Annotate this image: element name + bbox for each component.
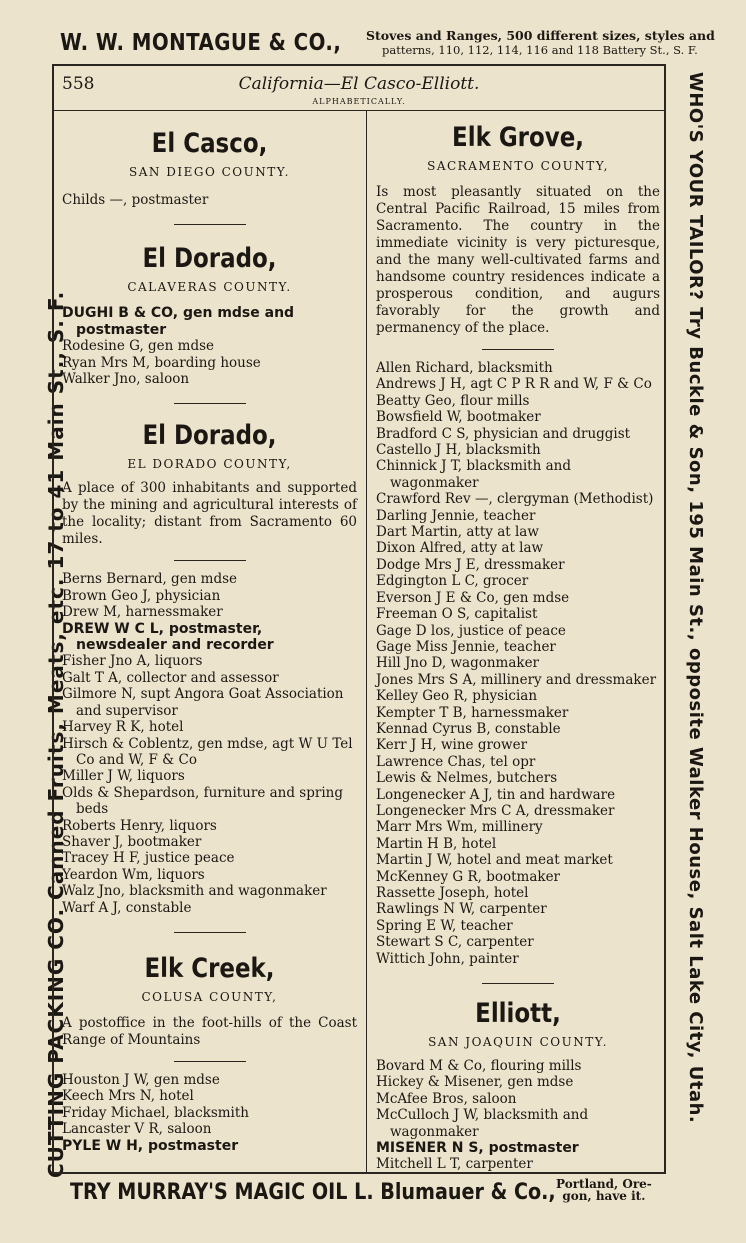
listing-entry: Jones Mrs S A, millinery and dressmaker bbox=[376, 671, 657, 688]
listing-entry: DUGHI B & CO, gen mdse and postmaster bbox=[62, 305, 295, 338]
listing-entry: Longenecker A J, tin and hardware bbox=[376, 786, 616, 803]
listing-entry: Darling Jennie, teacher bbox=[376, 507, 536, 524]
header-rule bbox=[54, 110, 664, 111]
business-listing bbox=[62, 305, 357, 387]
place-name: Elk Creek, bbox=[144, 952, 275, 984]
county-name: EL DORADO COUNTY, bbox=[127, 457, 292, 472]
section-separator bbox=[482, 349, 554, 350]
listing-entry: McAfee Bros, saloon bbox=[376, 1090, 517, 1107]
listing-entry: Yeardon Wm, liquors bbox=[62, 866, 205, 883]
listing-entry: Marr Mrs Wm, millinery bbox=[376, 819, 543, 836]
listing-entry: Drew M, harnessmaker bbox=[62, 604, 223, 621]
section-separator bbox=[174, 1061, 246, 1062]
place-description: A place of 300 inhabitants and supported by the mining and agricultural interests of the locality; distant from Sacramento 60 miles. bbox=[62, 480, 357, 548]
listing-entry: Fisher Jno A, liquors bbox=[62, 653, 203, 670]
county-name: SACRAMENTO COUNTY, bbox=[427, 159, 609, 173]
page-title: California—El Casco-Elliott. bbox=[238, 74, 480, 94]
listing-entry: Rawlings N W, carpenter bbox=[376, 901, 547, 918]
directory-section bbox=[376, 122, 660, 984]
listing-entry: Hirsch & Coblentz, gen mdse, agt W U Tel Co and W, F & Co bbox=[62, 735, 353, 768]
listing-entry: Kerr J H, wine grower bbox=[376, 737, 528, 754]
bottom-advertisement-banner bbox=[60, 1172, 680, 1216]
listing-entry: Mitchell L T, carpenter bbox=[376, 1156, 533, 1173]
listing-entry: Houston J W, gen mdse bbox=[62, 1071, 220, 1088]
listing-entry: McCulloch J W, blacksmith and wagonmaker bbox=[376, 1107, 589, 1140]
listing-entry: Martin J W, hotel and meat market bbox=[376, 852, 613, 869]
county-name: CALAVERAS COUNTY. bbox=[127, 280, 292, 295]
listing-entry: Friday Michael, blacksmith bbox=[62, 1104, 249, 1121]
listing-entry: Berns Bernard, gen mdse bbox=[62, 571, 238, 588]
listing-entry: Spring E W, teacher bbox=[376, 917, 513, 934]
listing-entry: Harvey R K, hotel bbox=[62, 719, 184, 736]
business-listing bbox=[376, 360, 660, 967]
listing-entry: Tracey H F, justice peace bbox=[62, 850, 235, 867]
top-advertisement-banner bbox=[48, 24, 715, 64]
directory-section bbox=[62, 420, 357, 933]
county-name: SAN JOAQUIN COUNTY. bbox=[428, 1035, 608, 1050]
listing-entry: Dart Martin, atty at law bbox=[376, 524, 539, 541]
listing-entry: Hill Jno D, wagonmaker bbox=[376, 655, 540, 672]
listing-entry: Stewart S C, carpenter bbox=[376, 934, 534, 951]
listing-entry: MISENER N S, postmaster bbox=[376, 1140, 579, 1157]
advertisement-tagline-1: Stoves and Ranges, 500 different sizes, styles and bbox=[366, 28, 715, 43]
column-divider bbox=[366, 111, 367, 1172]
listing-entry: Childs —, postmaster bbox=[62, 192, 209, 208]
listing-entry: Longenecker Mrs C A, dressmaker bbox=[376, 802, 615, 819]
listing-entry: Kelley Geo R, physician bbox=[376, 688, 538, 705]
listing-entry: Bowsfield W, bootmaker bbox=[376, 409, 541, 426]
listing-entry: Castello J H, blacksmith bbox=[376, 442, 541, 459]
business-listing bbox=[62, 1072, 357, 1154]
place-name: Elk Grove, bbox=[452, 122, 584, 153]
listing-entry: Walker Jno, saloon bbox=[62, 371, 190, 388]
listing-entry: Bovard M & Co, flouring mills bbox=[376, 1058, 582, 1075]
right-column bbox=[376, 112, 660, 1173]
page-number: 558 bbox=[62, 74, 95, 94]
business-listing bbox=[62, 571, 357, 916]
listing-entry: Kempter T B, harnessmaker bbox=[376, 704, 569, 721]
listing-entry: Freeman O S, capitalist bbox=[376, 606, 538, 623]
listing-entry: Everson J E & Co, gen mdse bbox=[376, 589, 570, 606]
right-margin-advertisement: WHO'S YOUR TAILOR? Try Buckle & Son, 195 Main St., opposite Walker House, Salt Lake City, Utah. bbox=[685, 72, 706, 1124]
footer-advertisement-note bbox=[556, 1178, 652, 1202]
listing-entry: Lewis & Nelmes, butchers bbox=[376, 770, 558, 787]
directory-page-frame bbox=[52, 64, 666, 1174]
listing-entry: Miller J W, liquors bbox=[62, 768, 185, 785]
listing-entry: Gilmore N, supt Angora Goat Association and supervisor bbox=[62, 686, 344, 719]
listing-entry: Martin H B, hotel bbox=[376, 835, 497, 852]
listing-entry: Kennad Cyrus B, constable bbox=[376, 720, 561, 737]
listing-entry: Walz Jno, blacksmith and wagonmaker bbox=[62, 883, 327, 900]
advertisement-tagline-2: patterns, 110, 112, 114, 116 and 118 Battery St., S. F. bbox=[382, 43, 698, 57]
listing-entry: Crawford Rev —, clergyman (Methodist) bbox=[376, 491, 654, 508]
section-separator bbox=[482, 983, 554, 984]
footer-note-line-1: Portland, Ore- bbox=[556, 1177, 652, 1191]
listing-entry: Olds & Shepardson, furniture and spring beds bbox=[62, 784, 343, 818]
county-name: SAN DIEGO COUNTY. bbox=[129, 165, 290, 179]
listing-entry: DREW W C L, postmaster, newsdealer and recorder bbox=[62, 620, 274, 654]
listing-entry: Beatty Geo, flour mills bbox=[376, 392, 530, 409]
place-description: A postoffice in the foot-hills of the Coast Range of Mountains bbox=[62, 1014, 357, 1048]
place-name: Elliott, bbox=[475, 998, 561, 1030]
section-separator bbox=[174, 560, 246, 561]
listing-entry: Dodge Mrs J E, dressmaker bbox=[376, 556, 565, 573]
listing-entry: Lancaster V R, saloon bbox=[62, 1121, 212, 1138]
place-description: Is most pleasantly situated on the Central Pacific Railroad, 15 miles from Sacramento. The country in the immediate vicinity is very picturesque, and the many well-cultivated farms and handsome country residences indicate a prosperous condition, and augurs favorably for the growth and permanency of the place. bbox=[376, 184, 660, 336]
section-separator bbox=[174, 403, 246, 404]
place-name: El Dorado, bbox=[142, 420, 277, 452]
business-listing bbox=[62, 192, 357, 208]
listing-entry: Chinnick J T, blacksmith and wagonmaker bbox=[376, 458, 571, 491]
listing-entry: Shaver J, bootmaker bbox=[62, 833, 202, 850]
business-listing bbox=[376, 1058, 660, 1173]
listing-entry: Bradford C S, physician and druggist bbox=[376, 425, 631, 442]
listing-entry: Hickey & Misener, gen mdse bbox=[376, 1074, 574, 1091]
footer-advertisement: TRY MURRAY'S MAGIC OIL L. Blumauer & Co., bbox=[70, 1180, 556, 1205]
listing-entry: Brown Geo J, physician bbox=[62, 587, 221, 604]
listing-entry: Warf A J, constable bbox=[62, 899, 192, 916]
left-column bbox=[62, 112, 357, 1154]
listing-entry: Edgington L C, grocer bbox=[376, 573, 529, 590]
footer-note-line-2: gon, have it. bbox=[562, 1189, 646, 1203]
listing-entry: Rodesine G, gen mdse bbox=[62, 338, 215, 355]
listing-entry: Gage D los, justice of peace bbox=[376, 622, 566, 639]
listing-entry: Ryan Mrs M, boarding house bbox=[62, 354, 261, 371]
advertiser-name: W. W. MONTAGUE & CO., bbox=[60, 30, 342, 56]
section-separator bbox=[174, 932, 246, 933]
listing-entry: Gage Miss Jennie, teacher bbox=[376, 638, 556, 655]
listing-entry: Rassette Joseph, hotel bbox=[376, 885, 529, 901]
listing-entry: Andrews J H, agt C P R R and W, F & Co bbox=[376, 376, 652, 393]
directory-section bbox=[62, 243, 357, 404]
listing-entry: Wittich John, painter bbox=[376, 950, 519, 967]
listing-entry: Lawrence Chas, tel opr bbox=[376, 753, 536, 770]
listing-entry: Allen Richard, blacksmith bbox=[376, 360, 553, 376]
place-name: El Dorado, bbox=[142, 243, 277, 275]
directory-section bbox=[62, 953, 357, 1154]
left-margin-advertisement: CUTTING PACKING CO. Canned Fruits, Meats, etc. 17 to 41 Main St., S. F. bbox=[44, 290, 68, 1178]
listing-entry: McKenney G R, bootmaker bbox=[376, 868, 561, 885]
county-name: COLUSA COUNTY, bbox=[141, 989, 278, 1004]
page-subtitle: ALPHABETICALLY. bbox=[312, 97, 406, 106]
place-name: El Casco, bbox=[151, 128, 268, 159]
section-separator bbox=[174, 224, 246, 225]
listing-entry: Dixon Alfred, atty at law bbox=[376, 540, 544, 557]
directory-section bbox=[376, 998, 660, 1173]
directory-section bbox=[62, 128, 357, 225]
listing-entry: Keech Mrs N, hotel bbox=[62, 1088, 194, 1105]
listing-entry: Galt T A, collector and assessor bbox=[62, 669, 279, 686]
listing-entry: Roberts Henry, liquors bbox=[62, 817, 217, 834]
listing-entry: PYLE W H, postmaster bbox=[62, 1137, 239, 1154]
